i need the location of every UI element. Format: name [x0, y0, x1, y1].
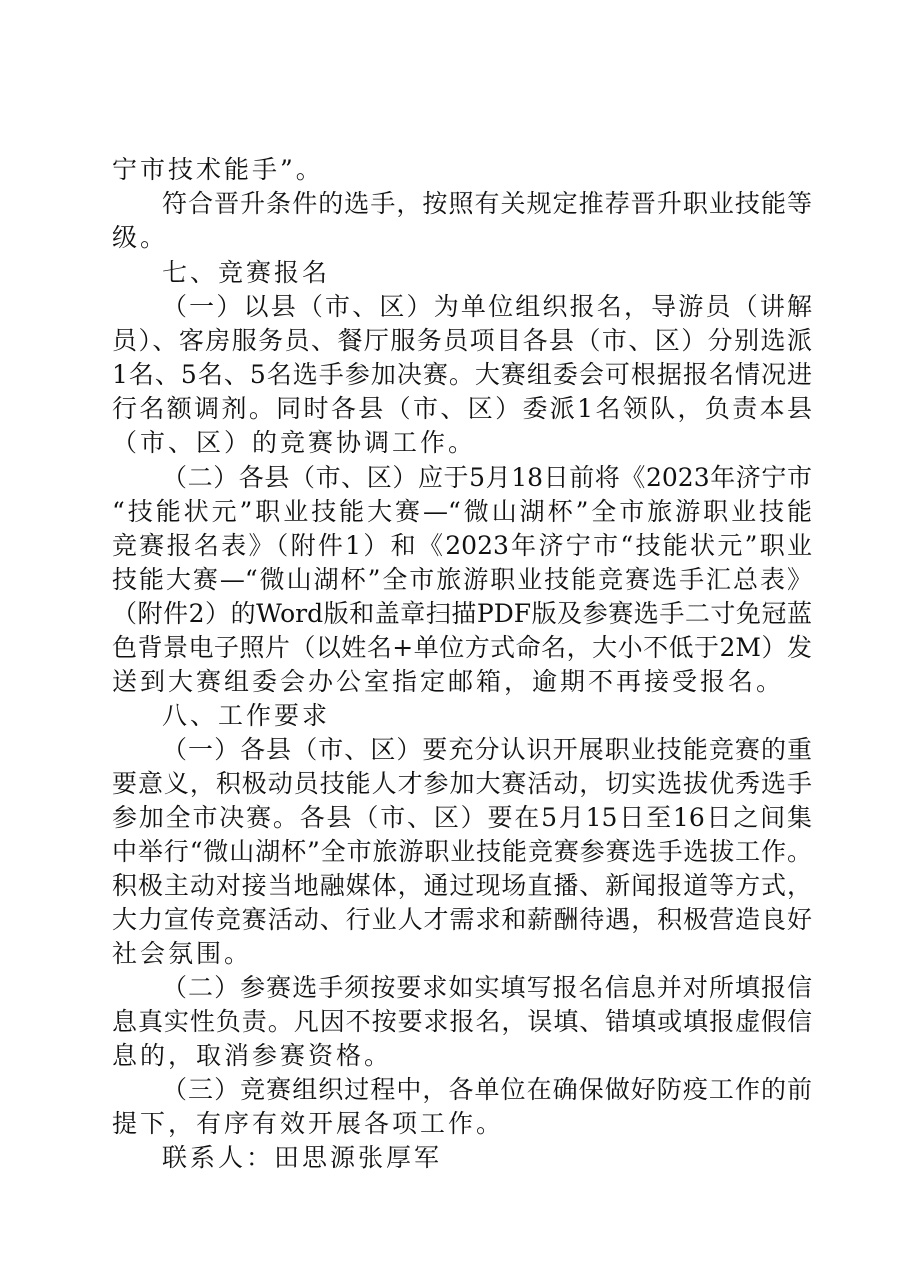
text-line: 送到大赛组委会办公室指定邮箱，逾期不再接受报名。: [112, 667, 785, 696]
text-line: 1名、5名、5名选手参加决赛。大赛组委会可根据报名情况进: [112, 360, 812, 389]
text-line: 参加全市决赛。各县（市、区）要在5月15日至16日之间集: [112, 803, 812, 832]
text-line: （市、区）的竞赛协调工作。: [112, 428, 477, 457]
text-line: 竞赛报名表》（附件1）和《2023年济宁市“技能状元”职业: [112, 531, 812, 560]
text-line: 符合晋升条件的选手，按照有关规定推荐晋升职业技能等: [162, 189, 812, 218]
text-line: 员）、客房服务员、餐厅服务员项目各县（市、区）分别选派: [112, 326, 812, 355]
text-line: 息的，取消参赛资格。: [112, 1041, 393, 1070]
text-line: 大力宣传竞赛活动、行业人才需求和薪酬待遇，积极营造良好: [112, 905, 812, 934]
text-line: 要意义，积极动员技能人才参加大赛活动，切实选拔优秀选手: [112, 769, 812, 798]
section-heading: 七、竞赛报名: [162, 258, 331, 287]
text-line: 行名额调剂。同时各县（市、区）委派1名领队，负责本县: [112, 394, 812, 423]
text-line: （一）各县（市、区）要充分认识开展职业技能竞赛的重: [162, 735, 812, 764]
text-line: 色背景电子照片（以姓名+单位方式命名，大小不低于2M）发: [112, 633, 812, 662]
text-line: “技能状元”职业技能大赛—“微山湖杯”全市旅游职业技能: [112, 497, 812, 526]
text-line: （一）以县（市、区）为单位组织报名，导游员（讲解: [162, 292, 812, 321]
text-line: （二）参赛选手须按要求如实填写报名信息并对所填报信: [162, 973, 812, 1002]
text-line: 提下，有序有效开展各项工作。: [112, 1109, 505, 1138]
text-line: 技能大赛—“微山湖杯”全市旅游职业技能竞赛选手汇总表》: [112, 565, 812, 594]
text-line: 级。: [112, 223, 169, 252]
text-line: 息真实性负责。凡因不按要求报名，误填、错填或填报虚假信: [112, 1007, 812, 1036]
section-heading: 八、工作要求: [162, 701, 331, 730]
text-line: （三）竞赛组织过程中，各单位在确保做好防疫工作的前: [162, 1075, 812, 1104]
text-line: 积极主动对接当地融媒体，通过现场直播、新闻报道等方式，: [112, 871, 812, 900]
text-line: （二）各县（市、区）应于5月18日前将《2023年济宁市: [162, 463, 812, 492]
text-line: （附件2）的Word版和盖章扫描PDF版及参赛选手二寸免冠蓝: [112, 599, 812, 628]
text-line: 中举行“微山湖杯”全市旅游职业技能竞赛参赛选手选拔工作。: [112, 837, 812, 866]
text-line: 宁市技术能手”。: [112, 155, 324, 184]
text-line: 社会氛围。: [112, 939, 253, 968]
contact-line: 联系人：田思源张厚军: [162, 1143, 443, 1172]
